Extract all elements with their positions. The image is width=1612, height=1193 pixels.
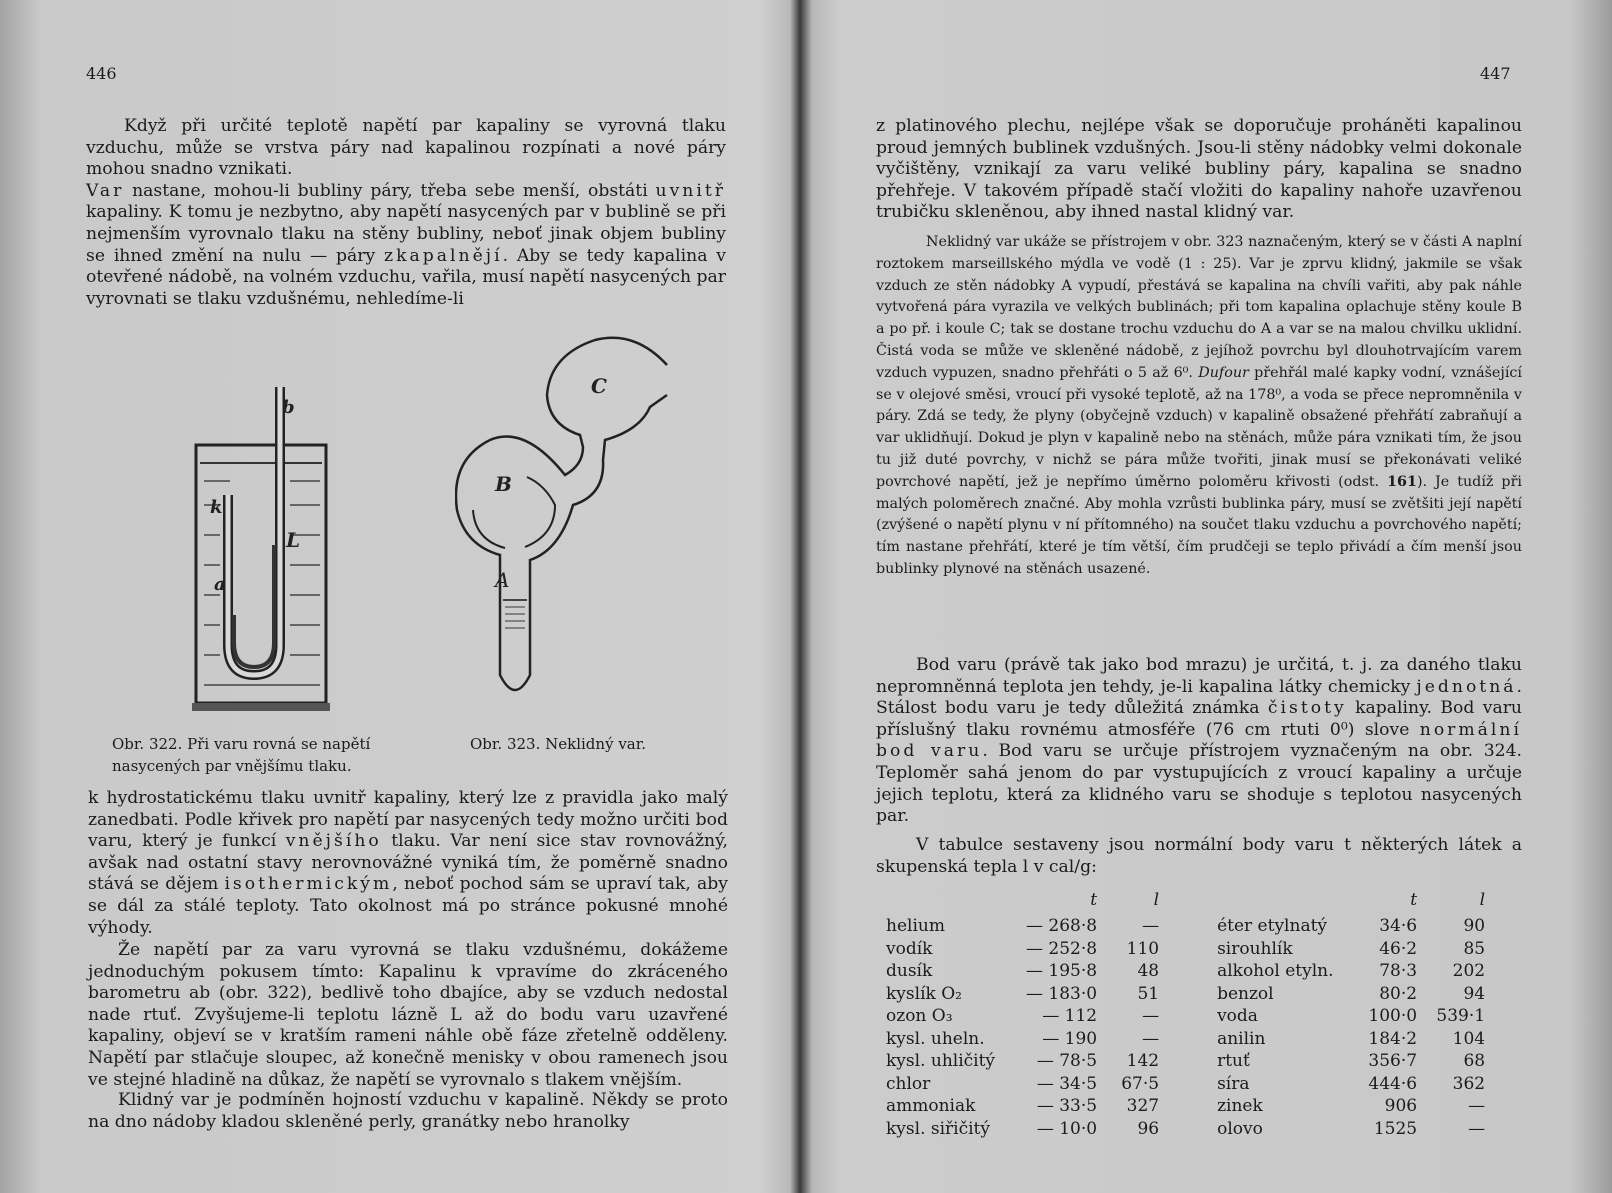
boiling-point: — 78·5: [1036, 1051, 1098, 1071]
boiling-point: 906: [1384, 1096, 1418, 1116]
table-row: [886, 1073, 1485, 1096]
caption-fig-323: Obr. 323. Neklidný var.: [470, 735, 647, 753]
substance-name: sirouhlík: [1217, 938, 1293, 959]
table-row: [886, 983, 1485, 1006]
column-gap: [1169, 915, 1217, 938]
term-zkapalneji: zkapalnějí: [384, 245, 503, 266]
page-number-left: 446: [86, 64, 117, 83]
label-L: L: [286, 528, 301, 552]
header-t: t: [1090, 890, 1098, 910]
paragraph-unsteady-boiling: [876, 232, 1522, 581]
text-run: ). Je tudíž při malých poloměrech značné. Aby mohla vzrůsti bublinka páry, musí se zvětšiti její napětí (zvýšené o napětí plynu v ní přítomného) na součet tlaku vzduchu a povrchového napětí; tím nastane přehřátí, které je tím větší, čím prudčeji se teplo přivádí a čím menší jsou bublinky plynové na stěnách usazené.: [876, 473, 1522, 577]
table-row: [886, 1118, 1485, 1141]
term-normalni-bod-varu: normální bod varu: [876, 719, 1522, 762]
caption-fig-322: Obr. 322. Při varu rovná se napětí nasycených par vnějšímu tlaku.: [112, 735, 371, 775]
latent-heat: 94: [1463, 983, 1486, 1004]
boiling-point: 1525: [1373, 1118, 1418, 1139]
boiling-point: 78·3: [1379, 961, 1418, 981]
latent-heat: —: [1142, 1028, 1160, 1049]
latent-heat: 96: [1137, 1118, 1160, 1139]
paragraph-text: Když při určité teplotě napětí par kapaliny se vyrovná tlaku vzduchu, může se vrstva páry nad kapalinou rozpínati a nové páry mohou snadno vznikati.: [86, 116, 726, 180]
substance-name: helium: [886, 916, 945, 936]
column-gap: [1169, 1073, 1217, 1096]
label-C: C: [591, 374, 607, 398]
latent-heat: 51: [1137, 983, 1160, 1004]
boiling-definition: [86, 181, 726, 309]
latent-heat: —: [1468, 1118, 1486, 1139]
table-row: [886, 938, 1485, 961]
table-row: [886, 1095, 1485, 1118]
term-cistoty: čistoty: [1267, 698, 1347, 719]
paragraph-calm-boiling: Klidný var je podmíněn hojností vzduchu v kapalině. Někdy se proto na dno nádoby kladou skleněné perly, granátky nebo hranolky: [88, 1090, 728, 1132]
label-A: A: [495, 568, 510, 592]
column-gap: [1169, 1118, 1217, 1141]
paragraph-hydrostatic: [88, 788, 728, 939]
substance-name: benzol: [1217, 983, 1274, 1004]
substance-name: zinek: [1217, 1096, 1263, 1116]
substance-name: kysl. uhličitý: [886, 1051, 996, 1071]
column-gap: [1169, 1050, 1217, 1073]
paragraph-vapor-pressure: [86, 116, 726, 310]
paragraph-experiment: Že napětí par za varu vyrovná se tlaku vzdušnému, dokážeme jednoduchým pokusem tímto: Kapalinu k vpravíme do zkráceného barometru ab (obr. 322), bedlivě toho dbajíce, aby se vzduch nedostal nade rtuť. Zvyšujeme-li teplotu lázně L až do bodu varu uzavřené kapaliny, objeví se v kratším rameni náhle obě fáze zřetelně odděleny. Napětí par stlačuje sloupec, až konečně menisky v obou ramenech jsou ve stejné hladině na důkaz, že napětí se vyrovnalo s tlakem vnějším.: [88, 940, 728, 1090]
table-row: [886, 915, 1485, 938]
text-run: . Aby se tedy kapalina v otevřené nádobě, na volném vzduchu, vařila, musí napětí nasycených par vyrovnati se tlaku vzdušnému, nehledíme-li: [86, 245, 726, 309]
latent-heat: 202: [1452, 961, 1486, 981]
paragraph-boiling-point: [876, 655, 1522, 828]
substance-name: olovo: [1217, 1118, 1263, 1139]
latent-heat: 539·1: [1436, 1006, 1486, 1026]
label-B: B: [495, 472, 512, 496]
text-run: Bod varu (právě tak jako bod mrazu) je určitá, t. j. za daného tlaku nepromněnná teplota jen tehdy, je-li kapalina látky chemicky: [876, 655, 1522, 697]
table-header-row: [886, 885, 1485, 915]
term-isothermickym: isothermickým: [224, 874, 393, 895]
latent-heat: 48: [1137, 961, 1160, 981]
table-row: [886, 1050, 1485, 1073]
header-t-2: t: [1410, 890, 1418, 910]
latent-heat: 67·5: [1121, 1073, 1160, 1094]
header-l-2: l: [1479, 890, 1486, 910]
boiling-point: — 252·8: [1026, 938, 1098, 959]
substance-name: síra: [1217, 1073, 1250, 1094]
term-jednotna: jednotná: [1416, 676, 1517, 697]
right-page: [800, 0, 1612, 1193]
latent-heat: 110: [1126, 938, 1160, 959]
table-row: [886, 960, 1485, 983]
text-run: . Bod varu se určuje přístrojem vyznačeným na obr. 324. Teploměr sahá jenom do par vystupujících z vroucí kapaliny a určuje jejich teplotu, která za klidného varu se shoduje s teplotou nasycených par.: [876, 741, 1523, 827]
paragraph-platinum: z platinového plechu, nejlépe však se doporučuje proháněti kapalinou proud jemných bublinek vzdušných. Jsou-li stěny nádobky velmi dokonale vyčištěny, vznikají za varu veliké bubliny páry, kapalina se snadno přehřeje. V takovém případě stačí vložiti do kapaliny nahoře uzavřenou trubičku skleněnou, aby ihned nastal klidný var.: [876, 116, 1522, 223]
column-gap: [1169, 983, 1217, 1006]
label-b: b: [282, 397, 295, 418]
text-run: kapaliny. K tomu je nezbytno, aby napětí nasycených par v bublině se při nejmenším vyrovnalo tlaku na stěny bubliny, neboť jinak objem bubliny se ihned změní na nulu — páry: [86, 202, 726, 266]
latent-heat: 327: [1126, 1096, 1160, 1116]
latent-heat: 362: [1452, 1073, 1486, 1094]
boiling-point: 100·0: [1368, 1006, 1418, 1026]
substance-name: anilin: [1217, 1028, 1266, 1049]
boiling-point: 34·6: [1379, 916, 1418, 936]
substance-name: alkohol etyln.: [1217, 961, 1334, 981]
boiling-point: — 190: [1042, 1028, 1098, 1049]
term-vnejsiho: vnějšího: [285, 831, 382, 852]
name-dufour: Dufour: [1198, 364, 1249, 381]
substance-name: rtuť: [1217, 1051, 1250, 1071]
text-run: . Stálost bodu varu je tedy důležitá známka: [876, 676, 1522, 719]
boiling-point: — 195·8: [1026, 961, 1098, 981]
term-var: Var: [86, 180, 125, 201]
column-gap: [1169, 1028, 1217, 1051]
latent-heat: —: [1142, 1006, 1160, 1026]
boiling-point: 444·6: [1368, 1073, 1418, 1094]
boiling-point: — 112: [1042, 1006, 1098, 1026]
latent-heat: —: [1142, 916, 1160, 936]
latent-heat: 85: [1463, 938, 1486, 959]
boiling-points-table: [886, 885, 1485, 1140]
text-run: kapaliny. Bod varu příslušný tlaku rovnému atmosféře (76 cm rtuti 0⁰) slove: [876, 698, 1522, 740]
header-gap: [1169, 885, 1217, 915]
boiling-point: — 183·0: [1026, 983, 1098, 1004]
substance-name: éter etylnatý: [1217, 916, 1328, 936]
table-body: [886, 915, 1485, 1140]
latent-heat: 68: [1463, 1051, 1486, 1071]
latent-heat: —: [1468, 1096, 1486, 1116]
column-gap: [1169, 938, 1217, 961]
substance-name: kysl. siřičitý: [886, 1118, 990, 1139]
section-ref: 161: [1387, 473, 1417, 490]
substance-name: ozon O₃: [886, 1006, 953, 1026]
text-run: tlaku. Var není sice stav rovnovážný, avšak nad ostatní stavy nerovnovážné vyniká tím, že poměrně snadno stává se dějem: [88, 831, 728, 895]
text-run: , neboť pochod sám se upraví tak, aby se dál za stálé teploty. Tato okolnost má po stránce pokusné mnohé výhody.: [88, 874, 728, 938]
substance-name: kyslík O₂: [886, 983, 962, 1004]
boiling-point: — 33·5: [1036, 1096, 1098, 1116]
boiling-point: 184·2: [1368, 1028, 1418, 1049]
table-row: [886, 1005, 1485, 1028]
column-gap: [1169, 1005, 1217, 1028]
figure-323-bulbs: [455, 335, 675, 715]
label-a: a: [214, 574, 226, 595]
latent-heat: 90: [1463, 916, 1486, 936]
substance-name: ammoniak: [886, 1096, 976, 1116]
substance-name: voda: [1217, 1006, 1258, 1026]
header-name: [886, 885, 1026, 915]
text-run: Neklidný var ukáže se přístrojem v obr. 323 naznačeným, který se v části A naplní roztokem marseillského mýdla ve vodě (1 : 25). Var je zprvu klidný, jakmile se však vzduch ze stěn nádobky A vypudí, přestává se kapalina na chvíli vařiti, aby pak náhle vytvořená pára vyrazila ve velkých bublinách; při tom kapalina oplachuje stěny koule B a po př. i koule C; tak se dostane trochu vzduchu do A a var se na malou chvilku uklidní. Čistá voda se může ve skleněné nádobě, z jejíhož povrchu byl dlouhotrvajícím varem vzduch vypuzen, snadno přehřáti o 5 až 6⁰.: [876, 234, 1522, 381]
column-gap: [1169, 1095, 1217, 1118]
label-k: k: [210, 497, 223, 518]
header-name-2: [1217, 885, 1355, 915]
table-row: [886, 1028, 1485, 1051]
boiling-point: 80·2: [1379, 983, 1418, 1004]
substance-name: vodík: [886, 938, 933, 959]
text-run: k hydrostatickému tlaku uvnitř kapaliny, který lze z pravidla jako malý zanedbati. Podle křivek pro napětí par nasycených tedy možno určiti bod varu, který je funkcí: [88, 788, 728, 852]
column-gap: [1169, 960, 1217, 983]
boiling-point: 356·7: [1368, 1051, 1418, 1071]
boiling-point: 46·2: [1379, 938, 1418, 959]
substance-name: kysl. uheln.: [886, 1028, 985, 1049]
left-page: [0, 0, 798, 1193]
boiling-point: — 268·8: [1026, 916, 1098, 936]
boiling-point: — 10·0: [1036, 1118, 1098, 1139]
page-number-right: 447: [1480, 64, 1511, 83]
substance-name: chlor: [886, 1073, 931, 1094]
substance-name: dusík: [886, 961, 933, 981]
text-run: nastane, mohou-li bubliny páry, třeba sebe menší, obstáti: [124, 180, 656, 201]
text-run: přehřál malé kapky vodní, vznášející se v olejové směsi, vroucí při vysoké teplotě, až na 178⁰, a voda se přece nepromněnila v páry. Zdá se tedy, že plyny (obyčejně vzduch) v kapalině obsažené přehřátí zabraňují a var uklidňují. Dokud je plyn v kapalině nebo na stěnách, může pára vznikati tím, že jsou tu již duté povrchy, v nichž se pára může tvořiti, jinak musí se překonávati veliké povrchové napětí, jež je nepřímo úměrno poloměru křivosti (odst.: [876, 364, 1522, 490]
latent-heat: 142: [1126, 1051, 1160, 1071]
paragraph-table-intro: V tabulce sestaveny jsou normální body varu t některých látek a skupenská tepla l v cal/g:: [876, 835, 1522, 877]
header-l: l: [1153, 890, 1160, 910]
latent-heat: 104: [1452, 1028, 1486, 1049]
boiling-point: — 34·5: [1036, 1073, 1098, 1094]
term-uvnitr: uvnitř: [655, 180, 726, 201]
figure-322-barometer: [190, 385, 340, 720]
